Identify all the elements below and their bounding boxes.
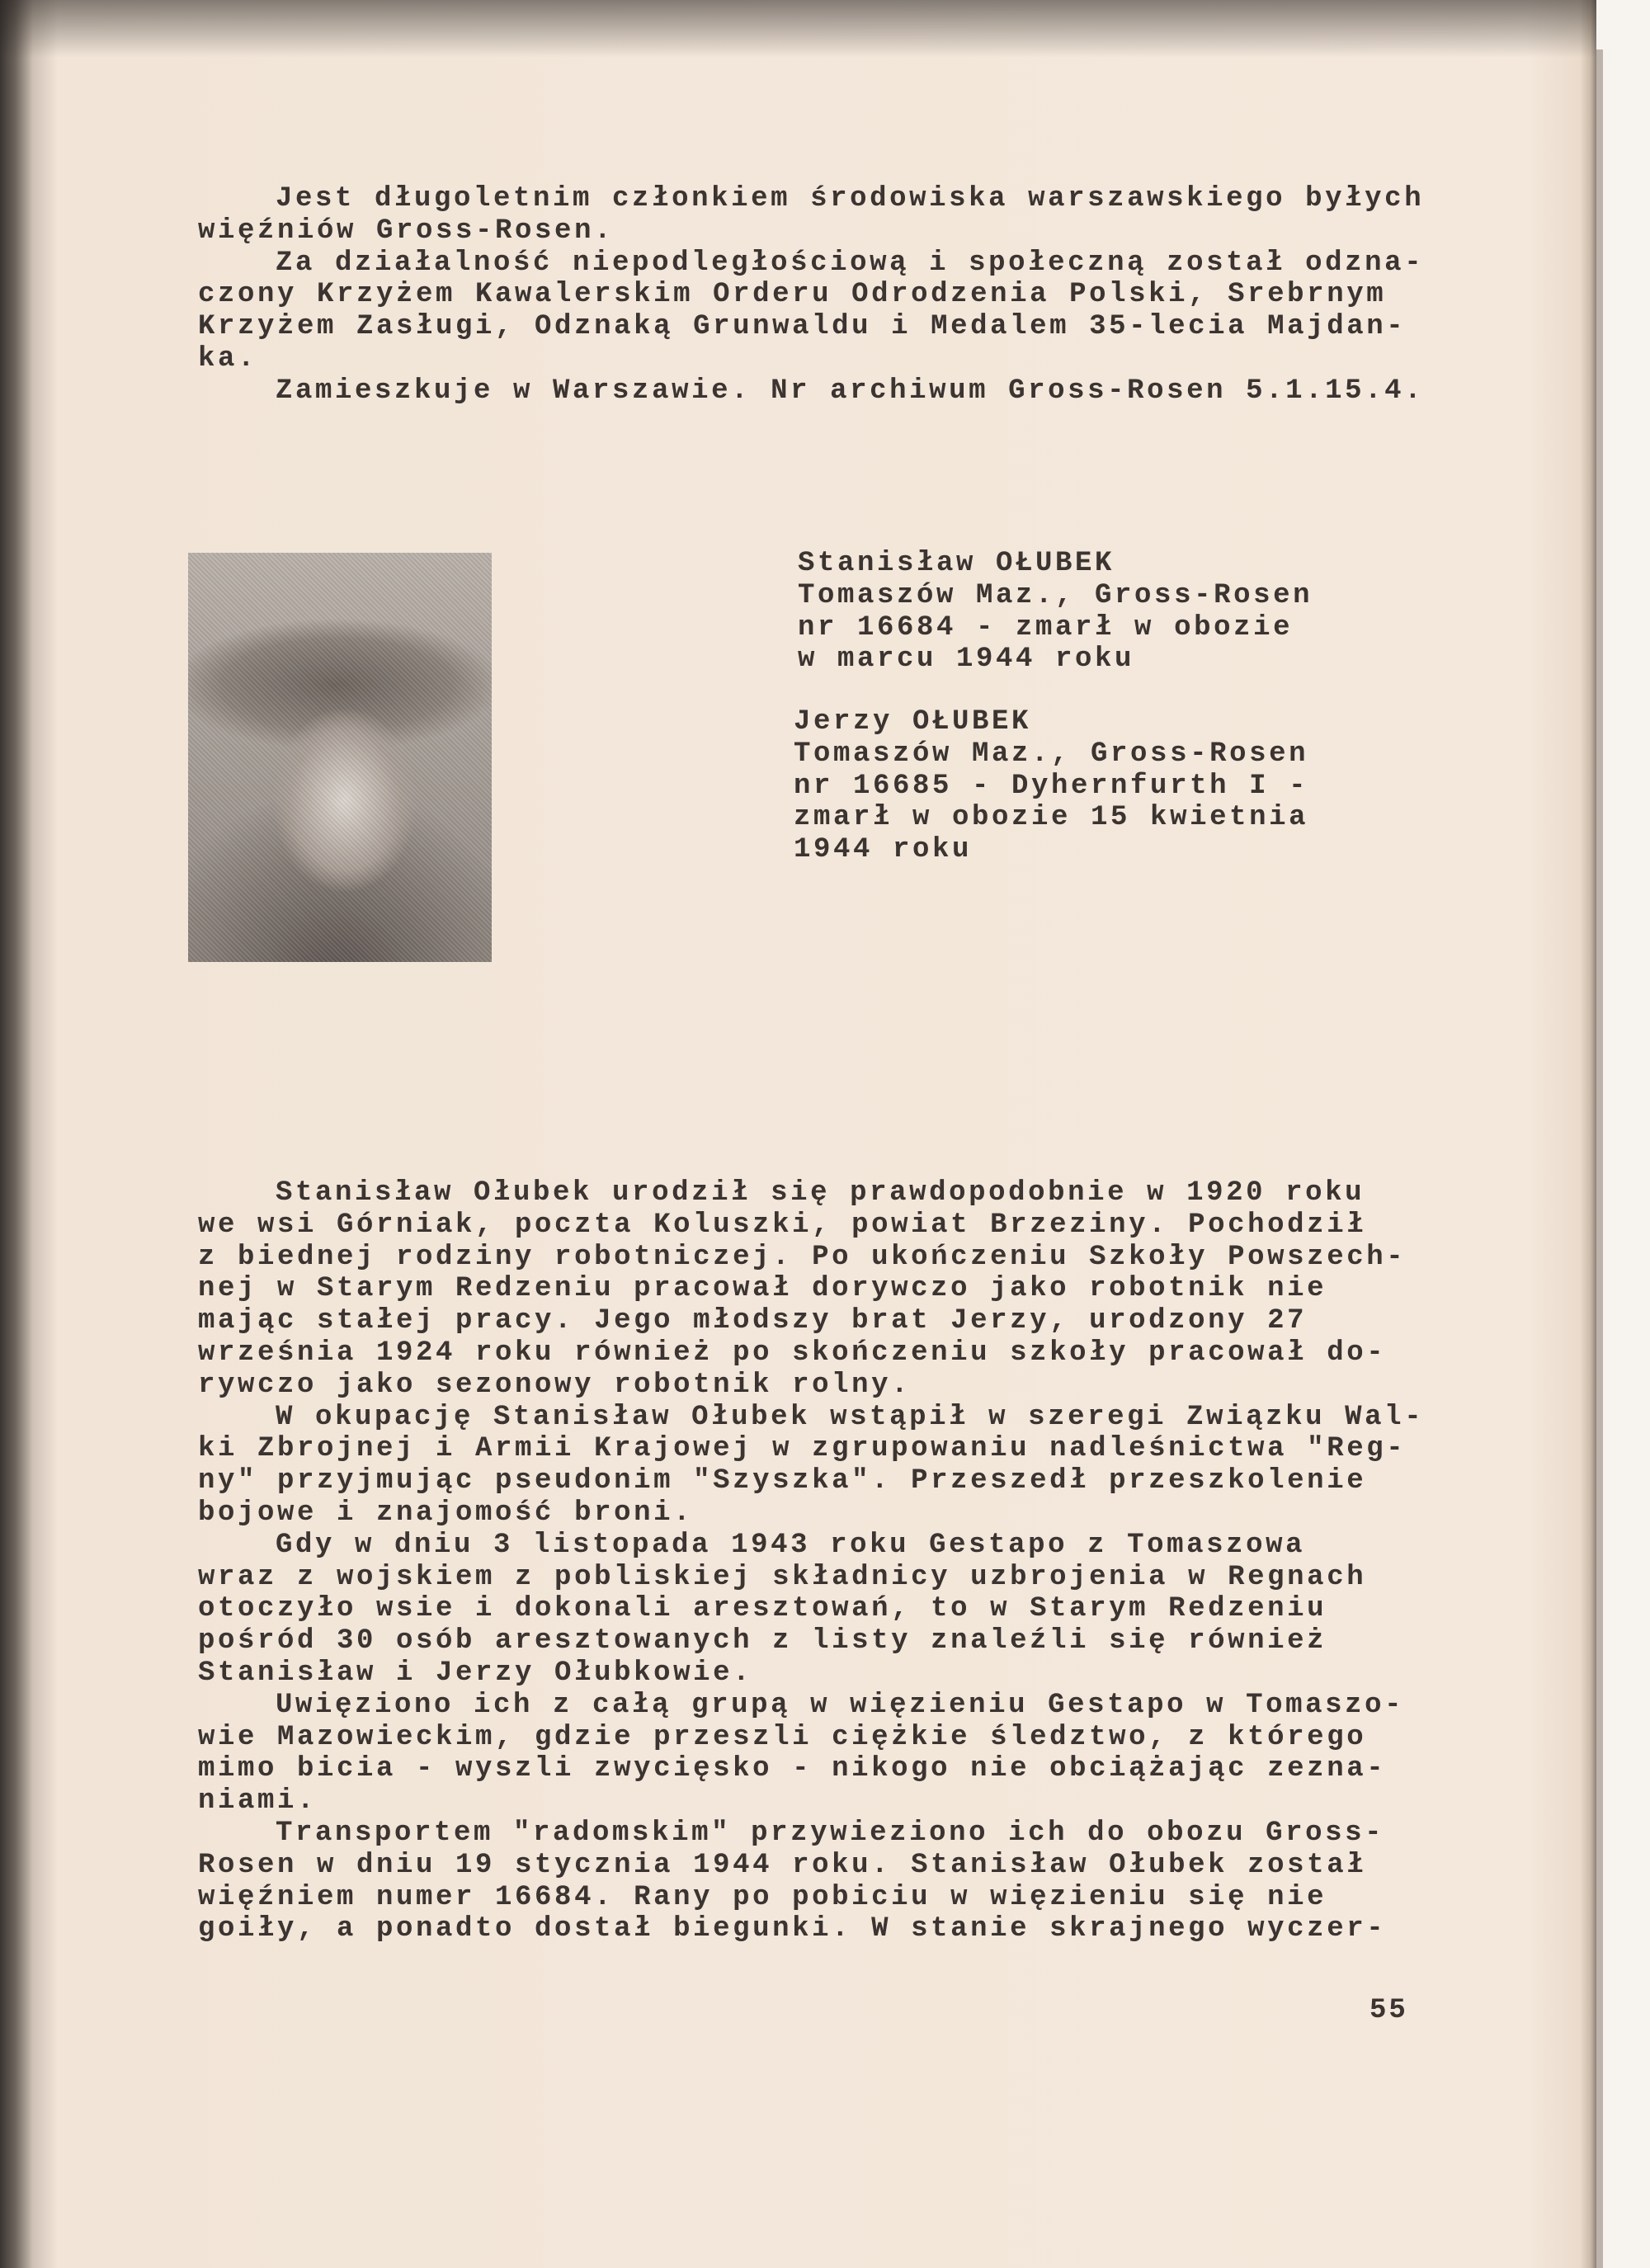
- text-line: pośród 30 osób aresztowanych z listy znaleźli się również: [198, 1625, 1327, 1657]
- text-line: Transportem "radomskim" przywieziono ich do obozu Gross-: [276, 1817, 1385, 1849]
- text-line: mając stałej pracy. Jego młodszy brat Jerzy, urodzony 27: [198, 1305, 1308, 1337]
- text-line: Tomaszów Maz., Gross-Rosen: [798, 579, 1313, 611]
- text-line: Rosen w dniu 19 stycznia 1944 roku. Stanisław Ołubek został: [198, 1849, 1367, 1881]
- text-line: czony Krzyżem Kawalerskim Orderu Odrodzenia Polski, Srebrnym: [198, 279, 1387, 311]
- text-line: goiły, a ponadto dostał biegunki. W stanie skrajnego wyczer-: [198, 1913, 1387, 1945]
- text-line: ka.: [198, 342, 258, 375]
- text-line: więźniem numer 16684. Rany po pobiciu w więzieniu się nie: [198, 1881, 1327, 1913]
- text-line: nr 16684 - zmarł w obozie: [798, 611, 1294, 644]
- text-line: ny" przyjmując pseudonim "Szyszka". Przeszedł przeszkolenie: [198, 1465, 1367, 1497]
- text-line: więźniów Gross-Rosen.: [198, 215, 615, 247]
- text-line: Stanisław OŁUBEK: [798, 548, 1115, 579]
- text-line: W okupację Stanisław Ołubek wstąpił w szeregi Związku Wal-: [276, 1401, 1425, 1433]
- text-line: Tomaszów Maz., Gross-Rosen: [794, 738, 1309, 770]
- caption-stanislaw-olubek: [798, 548, 1313, 676]
- page-edge: [1596, 50, 1603, 2268]
- text-line: otoczyło wsie i dokonali aresztowań, to w Starym Redzeniu: [198, 1593, 1327, 1625]
- text-line: nr 16685 - Dyhernfurth I -: [794, 770, 1309, 802]
- text-line: wraz z wojskiem z pobliskiej składnicy uzbrojenia w Regnach: [198, 1561, 1367, 1593]
- text-line: ki Zbrojnej i Armii Krajowej w zgrupowaniu nadleśnictwa "Reg-: [198, 1433, 1407, 1465]
- text-line: Stanisław Ołubek urodził się prawdopodobnie w 1920 roku: [276, 1177, 1365, 1209]
- caption-jerzy-olubek: [794, 706, 1308, 866]
- scan-shadow: [0, 0, 1596, 58]
- text-line: rywczo jako sezonowy robotnik rolny.: [198, 1369, 912, 1401]
- text-line: Stanisław i Jerzy Ołubkowie.: [198, 1657, 753, 1689]
- text-line: nej w Starym Redzeniu pracował dorywczo jako robotnik nie: [198, 1273, 1327, 1305]
- biography-continuation: [198, 183, 1424, 408]
- text-line: Gdy w dniu 3 listopada 1943 roku Gestapo z Tomaszowa: [276, 1529, 1306, 1561]
- text-line: Zamieszkuje w Warszawie. Nr archiwum Gross-Rosen 5.1.15.4.: [276, 375, 1425, 407]
- text-line: mimo bicia - wyszli zwycięsko - nikogo nie obciążając zezna-: [198, 1753, 1387, 1785]
- text-line: Uwięziono ich z całą grupą w więzieniu Gestapo w Tomaszo-: [276, 1689, 1405, 1721]
- page-number: 55: [1370, 1995, 1408, 2026]
- text-line: we wsi Górniak, poczta Koluszki, powiat Brzeziny. Pochodził: [198, 1209, 1367, 1241]
- text-line: września 1924 roku również po skończeniu szkoły pracował do-: [198, 1337, 1387, 1369]
- text-line: z biednej rodziny robotniczej. Po ukończeniu Szkoły Powszech-: [198, 1241, 1407, 1273]
- text-line: Za działalność niepodległościową i społeczną został odzna-: [276, 247, 1425, 279]
- portrait-photo: [188, 553, 492, 962]
- text-line: w marcu 1944 roku: [798, 644, 1135, 676]
- text-line: Krzyżem Zasługi, Odznaką Grunwaldu i Medalem 35-lecia Majdan-: [198, 311, 1407, 343]
- biography-stanislaw-olubek: [198, 1177, 1424, 1945]
- text-line: wie Mazowieckim, gdzie przeszli ciężkie śledztwo, z którego: [198, 1721, 1367, 1753]
- text-line: 1944 roku: [794, 834, 973, 866]
- text-line: Jerzy OŁUBEK: [794, 706, 1032, 738]
- text-line: bojowe i znajomość broni.: [198, 1497, 694, 1529]
- text-line: zmarł w obozie 15 kwietnia: [794, 802, 1309, 834]
- text-line: niami.: [198, 1785, 318, 1818]
- text-line: Jest długoletnim członkiem środowiska warszawskiego byłych: [276, 183, 1425, 215]
